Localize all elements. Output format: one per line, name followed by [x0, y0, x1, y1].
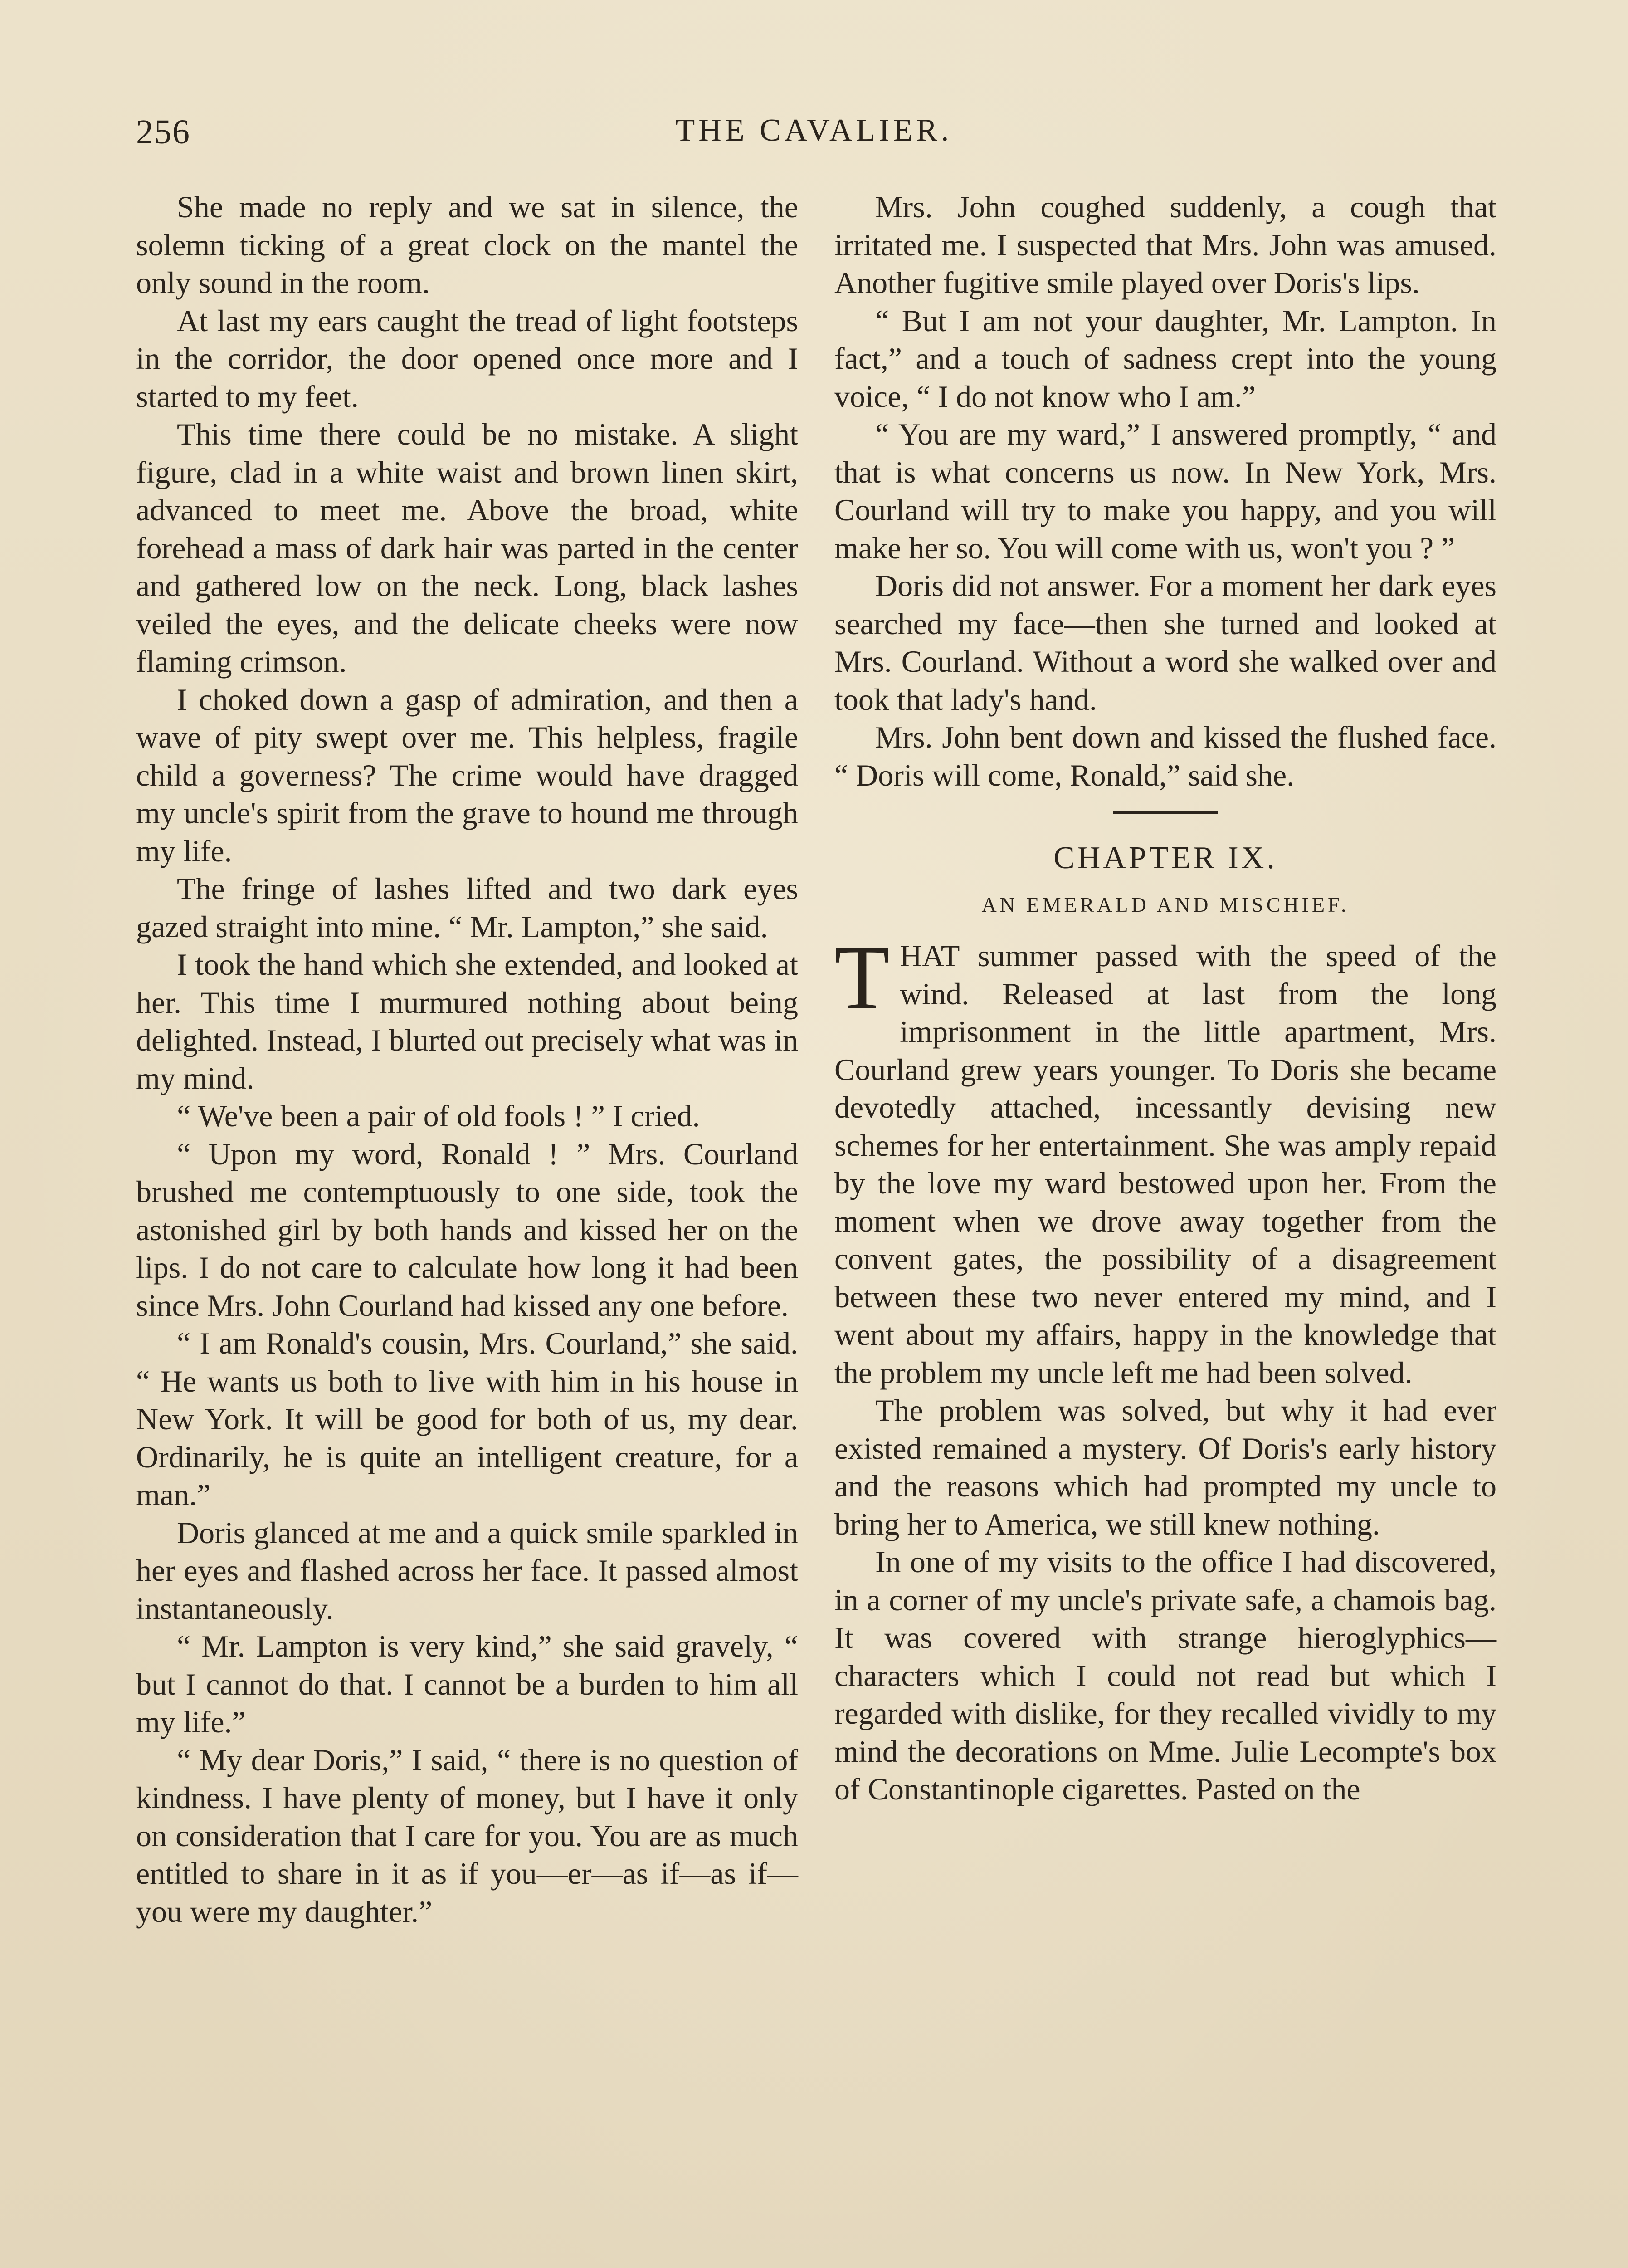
chapter-opening-paragraph — [834, 928, 1496, 1392]
paragraph: Mrs. John coughed suddenly, a cough that irritated me. I suspected that Mrs. John was amused. Another fugitive smile played over Doris's lips. — [834, 190, 1496, 300]
paragraph: “ But I am not your daughter, Mr. Lampton. In fact,” and a touch of sadness crept into the young voice, “ I do not know who I am.” — [834, 303, 1496, 414]
paragraph: In one of my visits to the office I had discovered, in a corner of my uncle's private safe, a chamois bag. It was covered with strange hieroglyphics—characters which I could not read but which I regarded with dislike, for they recalled vividly to my mind the decorations on Mme. Julie Lecompte's box of Constantinople cigarettes. Pasted on the — [834, 1545, 1496, 1806]
paragraph: “ My dear Doris,” I said, “ there is no question of kindness. I have plenty of money, but I have it only on consideration that I care for you. You are as much entitled to share in it as if you—er—as if—as if—you were my daughter.” — [136, 1742, 798, 1929]
paragraph: Doris glanced at me and a quick smile sparkled in her eyes and flashed across her face. It passed almost instantaneously. — [136, 1515, 798, 1626]
paragraph-text: HAT summer passed with the speed of the wind. Released at last from the long imprisonment in the little apartment, Mrs. Courland grew years younger. To Doris she became devotedly attached, incessantly devising new schemes for her entertainment. She was amply repaid by the love my ward bestowed upon her. From the moment when we drove away together from the convent gates, the possibility of a disagreement between these two never entered my mind, and I went about my affairs, happy in the knowledge that the problem my uncle left me had been solved. — [834, 938, 1496, 1390]
paragraph: I took the hand which she extended, and looked at her. This time I murmured nothing about being delighted. Instead, I blurted out precisely what was in my mind. — [136, 947, 798, 1095]
drop-cap: T — [834, 928, 890, 1028]
page-number: 256 — [136, 113, 190, 151]
page-header — [136, 112, 1492, 153]
paragraph: This time there could be no mistake. A slight figure, clad in a white waist and brown linen skirt, advanced to meet me. Above the broad, white forehead a mass of dark hair was parted in the center and gathered low on the neck. Long, black lashes veiled the eyes, and the delicate cheeks were now flaming crimson. — [136, 417, 798, 679]
running-title: THE CAVALIER. — [675, 113, 953, 148]
paragraph: “ We've been a pair of old fools ! ” I cried. — [177, 1099, 700, 1133]
chapter-title: CHAPTER IX. — [1053, 841, 1277, 875]
paragraph: “ Upon my word, Ronald ! ” Mrs. Courland brushed me contemptuously to one side, took the astonished girl by both hands and kissed her on the lips. I do not care to calculate how long it had been since Mrs. John Courland had kissed any one before. — [136, 1136, 798, 1323]
paragraph: At last my ears caught the tread of light footsteps in the corridor, the door opened once more and I started to my feet. — [136, 303, 798, 414]
right-column-text — [834, 188, 1496, 794]
paragraph: I choked down a gasp of admiration, and then a wave of pity swept over me. This helpless, fragile child a governess? The crime would have dragged my uncle's spirit from the grave to hound me through my life. — [136, 682, 798, 868]
paragraph: The fringe of lashes lifted and two dark eyes gazed straight into mine. “ Mr. Lampton,” she said. — [136, 871, 798, 944]
left-column — [136, 188, 798, 1931]
chapter-text — [834, 1392, 1496, 1809]
paragraph: “ You are my ward,” I answered promptly, “ and that is what concerns us now. In New York, Mrs. Courland will try to make you happy, and you will make her so. You will come with us, won't you ? ” — [834, 417, 1496, 565]
paragraph: The problem was solved, but why it had ever existed remained a mystery. Of Doris's early history and the reasons which had prompted my uncle to bring her to America, we still knew nothing. — [834, 1393, 1496, 1541]
paragraph: “ I am Ronald's cousin, Mrs. Courland,” she said. “ He wants us both to live with him in his house in New York. It will be good for both of us, my dear. Ordinarily, he is quite an intelligent creature, for a man.” — [136, 1326, 798, 1512]
chapter-divider — [1113, 811, 1218, 814]
paragraph: Doris did not answer. For a moment her dark eyes searched my face—then she turned and looked at Mrs. Courland. Without a word she walked over and took that lady's hand. — [834, 568, 1496, 717]
paragraph: Mrs. John bent down and kissed the flushed face. “ Doris will come, Ronald,” said she. — [834, 720, 1496, 792]
right-column — [834, 188, 1496, 1809]
paragraph: She made no reply and we sat in silence, the solemn ticking of a great clock on the mantel the only sound in the room. — [136, 190, 798, 300]
paragraph: “ Mr. Lampton is very kind,” she said gravely, “ but I cannot do that. I cannot be a burden to him all my life.” — [136, 1629, 798, 1739]
chapter-subtitle: AN EMERALD AND MISCHIEF. — [981, 893, 1350, 916]
